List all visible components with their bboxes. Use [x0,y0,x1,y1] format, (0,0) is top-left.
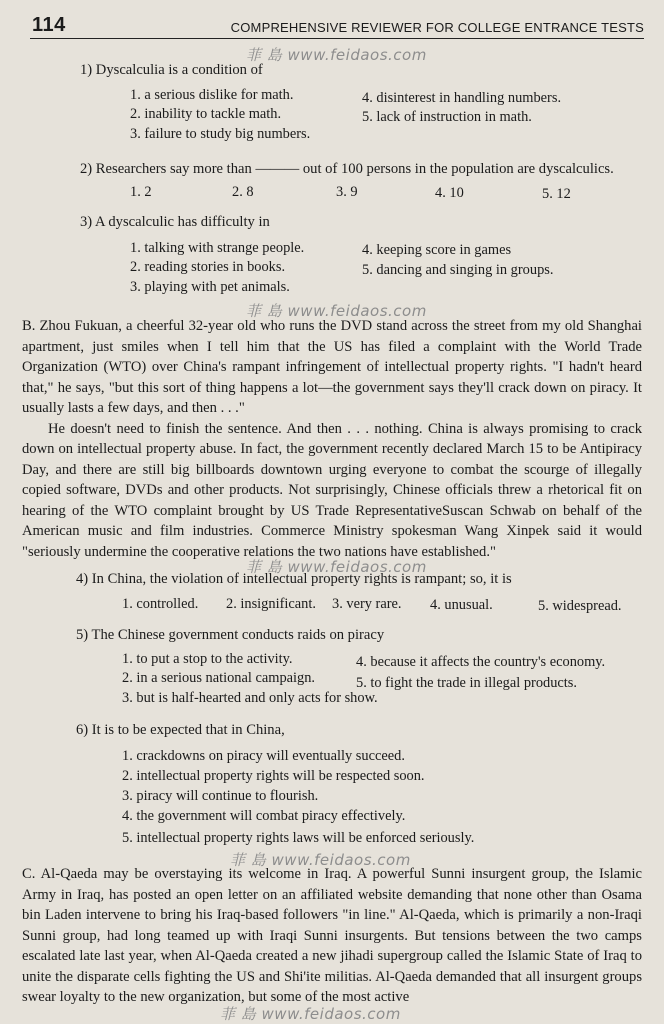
passage-b-paragraph-2: He doesn't need to finish the sentence. And then . . . nothing. China is always promising to crack down on intellectual property abuse. In fact, the government recently declared March 15 to be Antipiracy Day, and there are still big billboards downtown urging everyone to combat the scourge of illegally copied software, DVDs and other products. Not surprisingly, Chinese officials threw a rhetorical fit on hearing of the WTO complaint brought by US Trade RepresentativeSuscan Schwab on behalf of the American music and film industries. Commerce Ministry spokesman Wang Xinpek said it would "seriously undermine the cooperative relations the two nations have established." [22,420,642,560]
watermark: 菲 島 www.feidaos.com [246,302,427,320]
q1-option-2: 2. inability to tackle math. [130,106,282,122]
passage-b [22,316,642,562]
watermark: 菲 島 www.feidaos.com [246,46,427,64]
question-5: 5) The Chinese government conducts raids on piracy [76,627,385,643]
question-2: 2) Researchers say more than ——— out of 100 persons in the population are dyscalculics. [80,161,614,177]
q2-option-5: 5. 12 [542,186,571,202]
page-number: 114 [32,14,66,36]
q4-option-2: 2. insignificant. [226,596,316,612]
q1-option-3: 3. failure to study big numbers. [130,126,311,142]
q5-option-4: 4. because it affects the country's economy. [356,654,606,670]
question-1: 1) Dyscalculia is a condition of [80,62,263,78]
q6-option-3: 3. piracy will continue to flourish. [122,788,319,804]
q1-option-4: 4. disinterest in handling numbers. [362,90,562,106]
watermark: 菲 島 www.feidaos.com [220,1005,401,1023]
question-4: 4) In China, the violation of intellectual property rights is rampant; so, it is [76,571,512,587]
passage-c-paragraph-1: C. Al-Qaeda may be overstaying its welcome in Iraq. A powerful Sunni insurgent group, the Islamic Army in Iraq, has posted an open letter on an affiliated website demanding that none other than Osama bin Laden intervene to bring his Iraq-based followers "in line." Al-Qaeda, which is primarily a non-Iraqi Sunni group, had long teamed up with Iraqi Sunni insurgents. But tensions between the two camps escalated late last year, when Al-Qaeda created a new jihadi supergroup called the Islamic State of Iraq to unite the disparate cells fighting the US and Shi'ite militias. Al-Qaeda demanded that all insurgent groups swear loyalty to the new organization, but some of the most active [22,866,642,1005]
q6-option-2: 2. intellectual property rights will be respected soon. [122,768,425,784]
q4-option-1: 1. controlled. [122,596,199,612]
q5-option-3: 3. but is half-hearted and only acts for show. [122,690,378,706]
question-3: 3) A dyscalculic has difficulty in [80,214,270,230]
question-6: 6) It is to be expected that in China, [76,722,285,738]
q2-option-4: 4. 10 [435,185,464,201]
q6-option-5: 5. intellectual property rights laws will be enforced seriously. [122,830,475,846]
q2-option-2: 2. 8 [232,184,254,200]
q3-option-1: 1. talking with strange people. [130,240,305,256]
q4-option-3: 3. very rare. [332,596,402,612]
watermark: 菲 島 www.feidaos.com [230,851,411,869]
q2-option-3: 3. 9 [336,184,358,200]
q3-option-2: 2. reading stories in books. [130,259,286,275]
passage-b-paragraph-1: B. Zhou Fukuan, a cheerful 32-year old who runs the DVD stand across the street from my old Shanghai apartment, just smiles when I tell him that the US has filed a complaint with the World Trade Organization (WTO) over China's rampant infringement of intellectual property rights. "I hadn't heard that," he says, "but this sort of thing happens a lot—the government says they'll crack down on piracy. It usually lasts a few days, and then . . ." [22,318,642,416]
q5-option-5: 5. to fight the trade in illegal products. [356,675,578,691]
q3-option-4: 4. keeping score in games [362,242,512,258]
q3-option-3: 3. playing with pet animals. [130,279,290,295]
q4-option-4: 4. unusual. [430,597,493,613]
q6-option-1: 1. crackdowns on piracy will eventually succeed. [122,748,405,764]
q2-option-1: 1. 2 [130,184,152,200]
page-header [30,14,644,39]
q3-option-5: 5. dancing and singing in groups. [362,262,554,278]
watermark: 菲 島 www.feidaos.com [246,558,427,576]
q4-option-5: 5. widespread. [538,598,622,614]
q6-option-4: 4. the government will combat piracy effectively. [122,808,406,824]
q1-option-5: 5. lack of instruction in math. [362,109,532,125]
running-title: COMPREHENSIVE REVIEWER FOR COLLEGE ENTRANCE TESTS [230,20,644,35]
q5-option-2: 2. in a serious national campaign. [122,670,316,686]
q1-option-1: 1. a serious dislike for math. [130,87,294,103]
passage-c [22,864,642,1008]
q5-option-1: 1. to put a stop to the activity. [122,651,293,667]
